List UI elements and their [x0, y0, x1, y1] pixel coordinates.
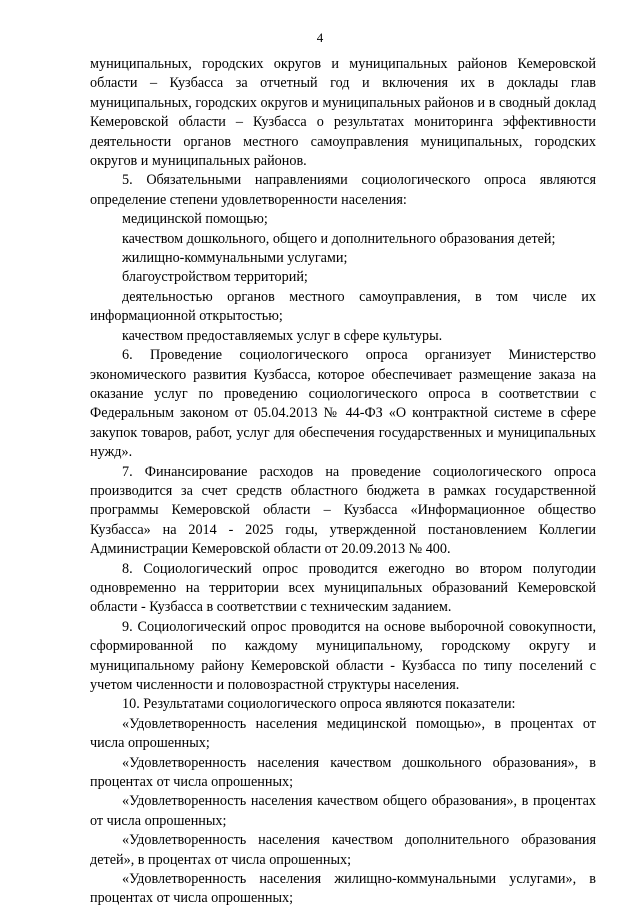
indicator-item: «Удовлетворенность населения жилищно-коммунальными услугами», в процентах от числа опрошенных;	[90, 871, 596, 907]
indicator-item: «Удовлетворенность населения качеством общего образования», в процентах от числа опрошенных;	[90, 793, 596, 829]
paragraph-continuation: муниципальных, городских округов и муниципальных районов Кемеровской области – Кузбасса за отчетный год и включения их в доклады глав муниципальных, городских округов и муниципальных районов и в сводный доклад Кемеровской области – Кузбасса о результатах мониторинга эффективности деятельности органов местного самоуправления муниципальных, городских округов и муниципальных районов.	[90, 56, 596, 170]
indicator-item: «Удовлетворенность населения качеством дополнительного образования детей», в процентах от числа опрошенных;	[90, 832, 596, 868]
indicator-item: «Удовлетворенность населения медицинской помощью», в процентах от числа опрошенных;	[90, 715, 596, 752]
paragraph-10: 10. Результатами социологического опроса являются показатели:	[122, 696, 516, 713]
list-item: качеством предоставляемых услуг в сфере культуры.	[122, 327, 443, 344]
paragraph-8: 8. Социологический опрос проводится ежегодно во втором полугодии одновременно на территории всех муниципальных образований Кемеровской области - Кузбасса в соответствии с техническим заданием.	[90, 560, 596, 616]
paragraph-5: 5. Обязательными направлениями социологического опроса являются определение степени удовлетворенности населения:	[90, 172, 596, 208]
list-item: благоустройством территорий;	[122, 269, 308, 286]
paragraph-7: 7. Финансирование расходов на проведение социологического опроса производится за счет средств областного бюджета в рамках государственной программы Кемеровской области – Кузбасса «Информационное общество Кузбасса» на 2014 - 2025 годы, утвержденной постановлением Коллегии Администрации Кемеровской области от 20.09.2013 № 400.	[90, 463, 596, 558]
list-item: качеством дошкольного, общего и дополнительного образования детей;	[122, 230, 556, 247]
list-item: медицинской помощью;	[122, 211, 268, 228]
page-number: 4	[316, 30, 324, 45]
paragraph-9: 9. Социологический опрос проводится на основе выборочной совокупности, сформированной по каждому муниципальному, городскому округу и муниципальному району Кемеровской области - Кузбасса по типу поселений с учетом численности и половозрастной структуры населения.	[90, 618, 596, 693]
indicator-item: «Удовлетворенность населения качеством дошкольного образования», в процентах от числа опрошенных;	[90, 754, 596, 791]
paragraph-6: 6. Проведение социологического опроса организует Министерство экономического развития Кузбасса, которое обеспечивает размещение заказа на оказание услуг по проведению социологического опроса в соответствии с Федеральным законом от 05.04.2013 № 44-ФЗ «О контрактной системе в сфере закупок товаров, работ, услуг для обеспечения государственных и муниципальных нужд».	[90, 347, 596, 461]
list-item: деятельностью органов местного самоуправления, в том числе их информационной открытостью;	[90, 288, 596, 325]
document-body	[90, 55, 596, 909]
list-item: жилищно-коммунальными услугами;	[122, 250, 348, 267]
